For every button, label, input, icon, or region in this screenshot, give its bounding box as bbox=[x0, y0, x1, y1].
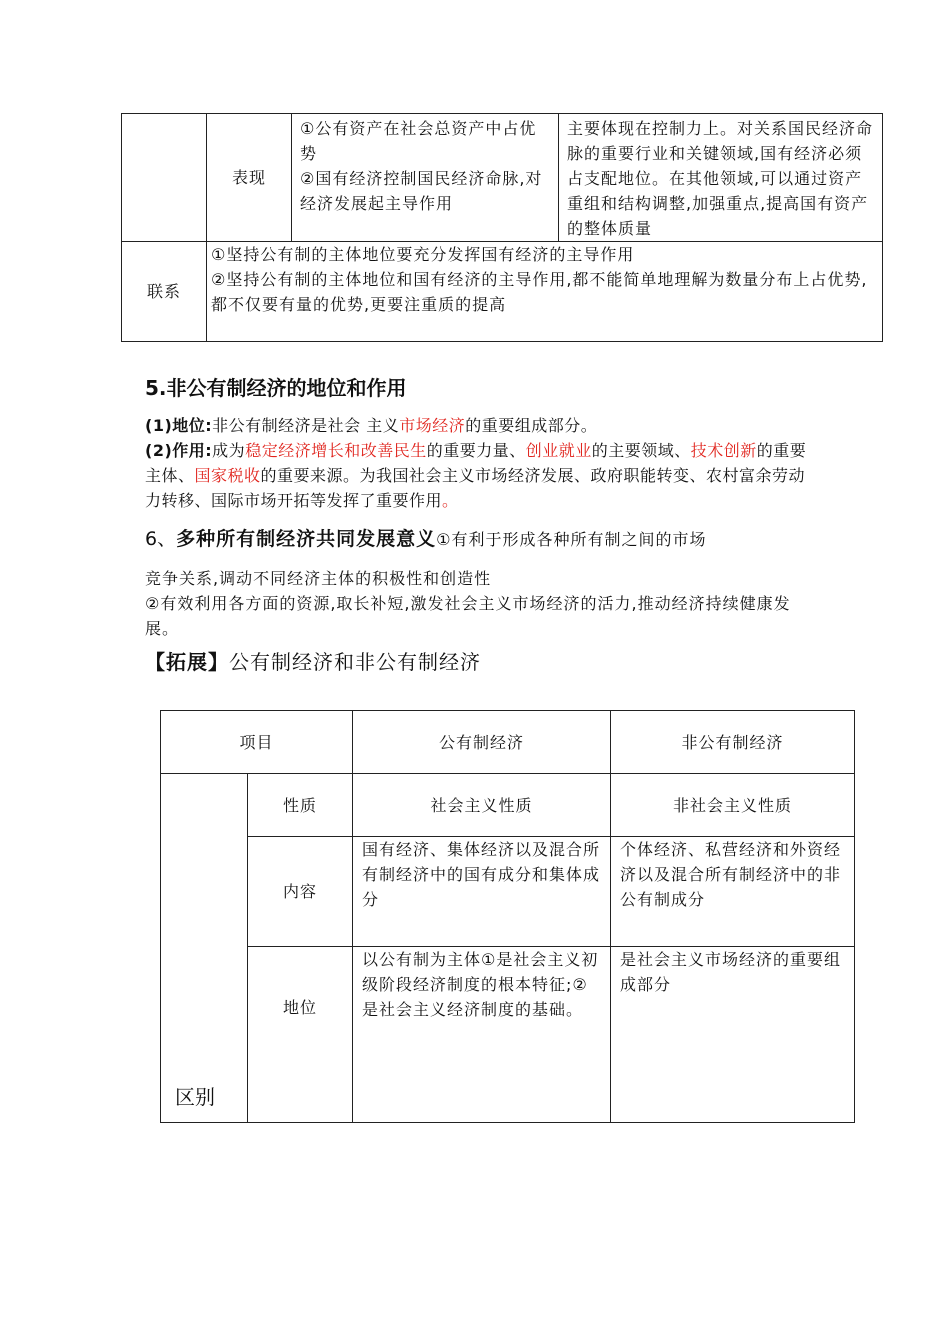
position-nonpublic: 是社会主义市场经济的重要组成部分 bbox=[611, 947, 855, 1123]
section5-body bbox=[145, 413, 810, 513]
biaoxian-public-line: ①公有资产在社会总资产中占优势 bbox=[300, 119, 537, 163]
position-paragraph bbox=[145, 413, 810, 438]
row-label-biaoxian: 表现 bbox=[207, 114, 292, 242]
section6-heading: 多种所有制经济共同发展意义 bbox=[176, 528, 437, 550]
role-paragraph bbox=[145, 438, 810, 513]
role-text: 成为 bbox=[212, 441, 246, 460]
comparison-table bbox=[160, 710, 855, 1123]
nature-public: 社会主义性质 bbox=[353, 774, 611, 837]
biaoxian-state-cell bbox=[559, 114, 883, 242]
role-label: (2)作用: bbox=[145, 441, 213, 460]
role-text: 的重要来源。为我国社会主义市场经济发展、政府职能转变、农村富余劳动力转移、国际市场开拓等发挥了重要作用 bbox=[145, 466, 806, 510]
section6-line3: ②有效利用各方面的资源,取长补短,激发社会主义市场经济的活力,推动经济持续健康发展。 bbox=[145, 594, 791, 638]
role-highlight: 创业就业 bbox=[525, 441, 592, 460]
header-nonpublic: 非公有制经济 bbox=[611, 711, 855, 774]
content-public: 国有经济、集体经济以及混合所有制经济中的国有成分和集体成分 bbox=[353, 837, 611, 947]
role-text: 的重要力量、 bbox=[426, 441, 526, 460]
row-label-nature: 性质 bbox=[248, 774, 353, 837]
role-text: 的主要领域、 bbox=[591, 441, 691, 460]
lianxi-line: ①坚持公有制的主体地位要充分发挥国有经济的主导作用 bbox=[211, 245, 635, 264]
section5-heading: 5.非公有制经济的地位和作用 bbox=[145, 376, 407, 400]
biaoxian-public-cell bbox=[292, 114, 559, 242]
biaoxian-state-text: 主要体现在控制力上。对关系国民经济命脉的重要行业和关键领域,国有经济必须占支配地位。在其他领域,可以通过资产重组和结构调整,加强重点,提高国有资产的整体质量 bbox=[567, 119, 874, 238]
group-label-difference: 区别 bbox=[161, 774, 248, 1123]
section6-first-line bbox=[145, 525, 845, 554]
position-text-end: 的重要组成部分。 bbox=[465, 416, 598, 435]
lianxi-cell bbox=[207, 242, 883, 342]
ownership-table-continued bbox=[121, 113, 883, 342]
role-end-mark: 。 bbox=[442, 491, 459, 510]
section6-line1: ①有利于形成各种所有制之间的市场 bbox=[436, 530, 707, 549]
role-highlight: 国家税收 bbox=[194, 466, 261, 485]
section6-line2: 竞争关系,调动不同经济主体的积极性和创造性 bbox=[145, 569, 492, 588]
role-text: 的重要主体、 bbox=[145, 441, 807, 485]
section6-number: 6、 bbox=[145, 528, 177, 550]
role-highlight: 稳定经济增长和改善民生 bbox=[245, 441, 427, 460]
extension-title bbox=[145, 647, 481, 677]
empty-cell bbox=[122, 114, 207, 242]
row-label-content: 内容 bbox=[248, 837, 353, 947]
header-item: 项目 bbox=[161, 711, 353, 774]
role-highlight: 技术创新 bbox=[690, 441, 757, 460]
content-nonpublic: 个体经济、私营经济和外资经济以及混合所有制经济中的非公有制成分 bbox=[611, 837, 855, 947]
nature-nonpublic: 非社会主义性质 bbox=[611, 774, 855, 837]
section6-body bbox=[145, 566, 810, 641]
lianxi-line: ②坚持公有制的主体地位和国有经济的主导作用,都不能简单地理解为数量分布上占优势,都不仅要有量的优势,更要注重质的提高 bbox=[211, 270, 868, 314]
row-label-position: 地位 bbox=[248, 947, 353, 1123]
position-text: 非公有制经济是社会 主义 bbox=[212, 416, 400, 435]
position-label: (1)地位: bbox=[145, 416, 213, 435]
position-highlight: 市场经济 bbox=[399, 416, 466, 435]
extension-title-text: 公有制经济和非公有制经济 bbox=[229, 650, 481, 674]
header-public: 公有制经济 bbox=[353, 711, 611, 774]
biaoxian-public-line: ②国有经济控制国民经济命脉,对经济发展起主导作用 bbox=[300, 169, 543, 213]
position-public: 以公有制为主体①是社会主义初级阶段经济制度的根本特征;②是社会主义经济制度的基础。 bbox=[353, 947, 611, 1123]
row-label-lianxi: 联系 bbox=[122, 242, 207, 342]
extension-bracket: 【拓展】 bbox=[145, 650, 229, 674]
